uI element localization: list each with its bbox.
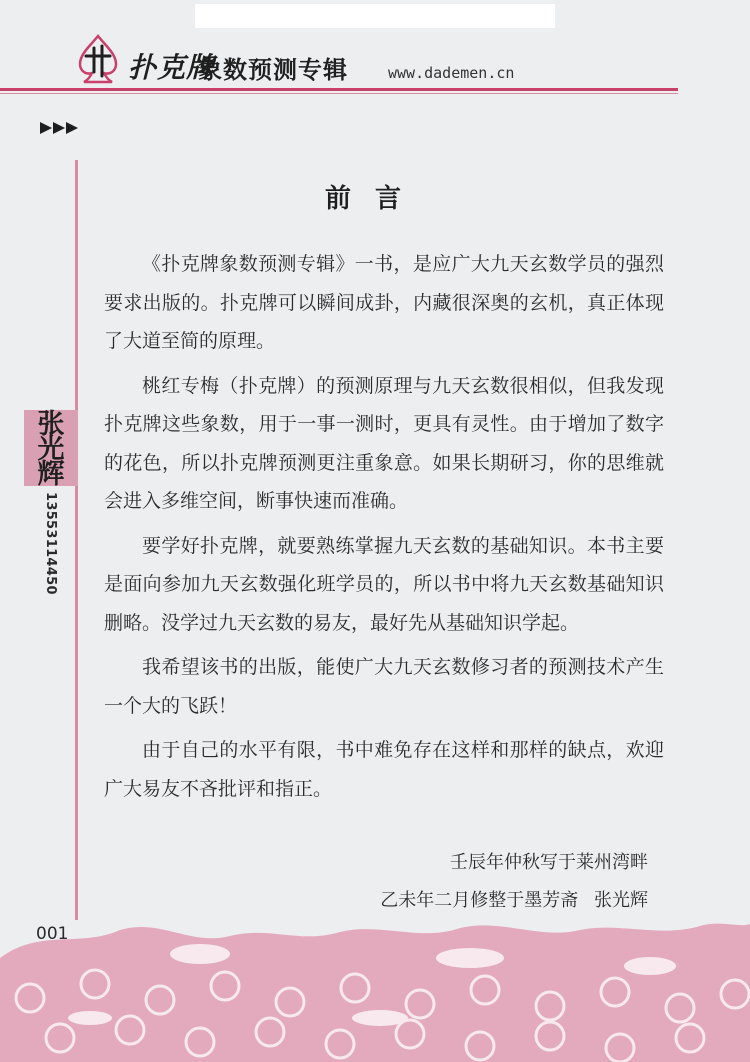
website-url: www.dademen.cn — [388, 64, 515, 82]
name-char: 光 — [37, 434, 65, 465]
header-rule-thin — [0, 93, 678, 94]
header-rule — [0, 88, 678, 91]
decorative-wave-band — [0, 918, 750, 1062]
triple-arrow-icon — [40, 122, 78, 134]
page-number: 001 — [36, 924, 69, 944]
page-title: 前言 — [324, 184, 425, 214]
paragraph: 要学好扑克牌，就要熟练掌握九天玄数的基础知识。本书主要是面向参加九天玄数强化班学员的，所以书中将九天玄数基础知识删略。没学过九天玄数的易友，最好先从基础知识学起。 — [104, 534, 664, 634]
author-phone: 13553114450 — [43, 492, 58, 595]
top-white-strip — [195, 4, 555, 28]
name-char: 张 — [37, 409, 65, 440]
paragraph: 《扑克牌象数预测专辑》一书，是应广大九天玄数学员的强烈要求出版的。扑克牌可以瞬间成卦，内藏很深奥的玄机，真正体现了大道至简的原理。 — [104, 253, 664, 352]
paragraph: 桃红专梅（扑克牌）的预测原理与九天玄数很相似，但我发现扑克牌这些象数，用于一事一测时，更具有灵性。由于增加了数字的花色，所以扑克牌预测更注重象意。如果长期研习，你的思维就会进入多维空间，断事快速而准确。 — [104, 374, 664, 512]
paragraph: 我希望该书的出版，能使广大九天玄数修习者的预测技术产生一个大的飞跃！ — [104, 656, 664, 717]
signature-line-2: 乙未年二月修整于墨芳斋 张光辉 — [380, 890, 648, 911]
author-name-tag — [24, 409, 78, 490]
name-char: 辉 — [37, 459, 65, 490]
paragraph: 由于自己的水平有限，书中难免存在这样和那样的缺点，欢迎广大易友不吝批评和指正。 — [104, 739, 664, 800]
signature-line-1: 壬辰年仲秋写于莱州湾畔 — [450, 852, 648, 873]
series-title: 象数预测专辑 — [198, 56, 348, 84]
preface-body — [104, 245, 664, 814]
logo-wordmark: 扑克牌 — [128, 51, 216, 84]
side-rule — [75, 160, 78, 920]
spade-logo-icon — [72, 32, 124, 84]
